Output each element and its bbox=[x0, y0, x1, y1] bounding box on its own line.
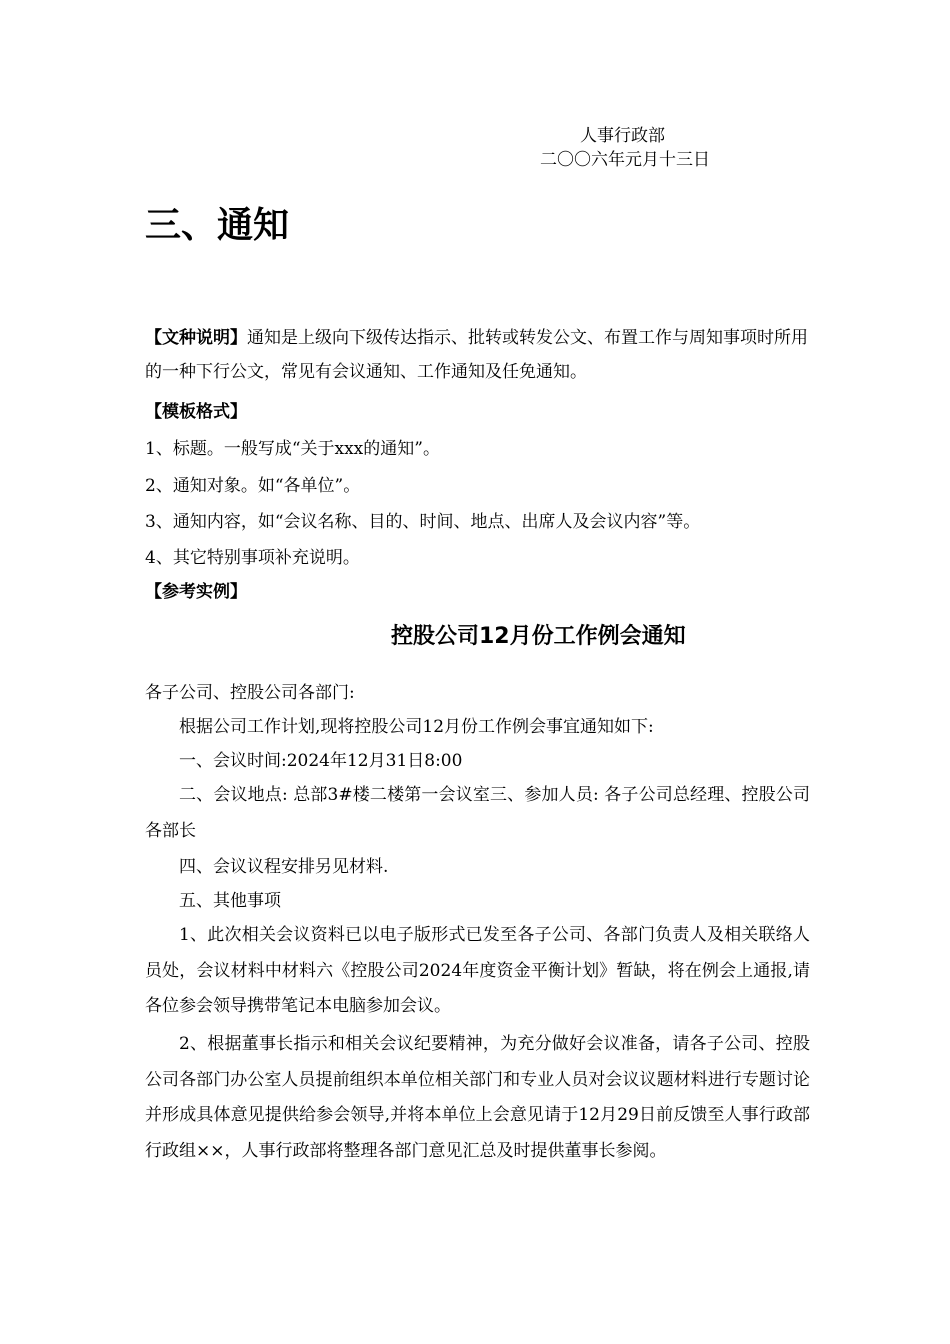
section-heading: 三、通知 bbox=[145, 205, 290, 246]
description-text: 通知是上级向下级传达指示、批转或转发公文、布置工作与周知事项时所用的一种下行公文，常见有会议通知、工作通知及任免通知。 bbox=[145, 328, 808, 382]
example-label: 【参考实例】 bbox=[145, 582, 247, 602]
template-item-2: 2、通知对象。如“各单位”。 bbox=[145, 476, 361, 496]
example-item-time: 一、会议时间:2024年12月31日8:00 bbox=[179, 751, 463, 771]
example-title: 控股公司12月份工作例会通知 bbox=[391, 624, 686, 649]
signature-department: 人事行政部 bbox=[580, 126, 665, 146]
signature-date: 二〇〇六年元月十三日 bbox=[540, 150, 710, 170]
doc-type-description bbox=[145, 322, 810, 389]
example-note-1: 1、此次相关会议资料已以电子版形式已发至各子公司、各部门负责人及相关联络人员处，会议材料中材料六《控股公司2024年度资金平衡计划》暂缺，将在例会上通报,请各位参会领导携带笔记本电脑参加会议。 bbox=[145, 925, 810, 1016]
example-item-agenda: 四、会议议程安排另见材料. bbox=[179, 857, 389, 877]
example-item-place: 二、会议地点: 总部3#楼二楼第一会议室三、参加人员: 各子公司总经理、控股公司各部长 bbox=[145, 785, 810, 841]
example-intro: 根据公司工作计划,现将控股公司12月份工作例会事宜通知如下: bbox=[179, 717, 654, 737]
template-label: 【模板格式】 bbox=[145, 402, 247, 422]
template-item-4: 4、其它特别事项补充说明。 bbox=[145, 548, 360, 568]
example-salutation: 各子公司、控股公司各部门: bbox=[145, 683, 355, 703]
example-note-2: 2、根据董事长指示和相关会议纪要精神，为充分做好会议准备，请各子公司、控股公司各部门办公室人员提前组织本单位相关部门和专业人员对会议议题材料进行专题讨论并形成具体意见提供给参会领导,并将本单位上会意见请于12月29日前反馈至人事行政部行政组××，人事行政部将整理各部门意见汇总及时提供董事长参阅。 bbox=[145, 1034, 810, 1161]
template-item-3: 3、通知内容，如“会议名称、目的、时间、地点、出席人及会议内容”等。 bbox=[145, 512, 701, 532]
example-item-other: 五、其他事项 bbox=[179, 891, 281, 911]
template-item-1: 1、标题。一般写成“关于xxx的通知”。 bbox=[145, 439, 440, 459]
description-label: 【文种说明】 bbox=[145, 328, 247, 348]
